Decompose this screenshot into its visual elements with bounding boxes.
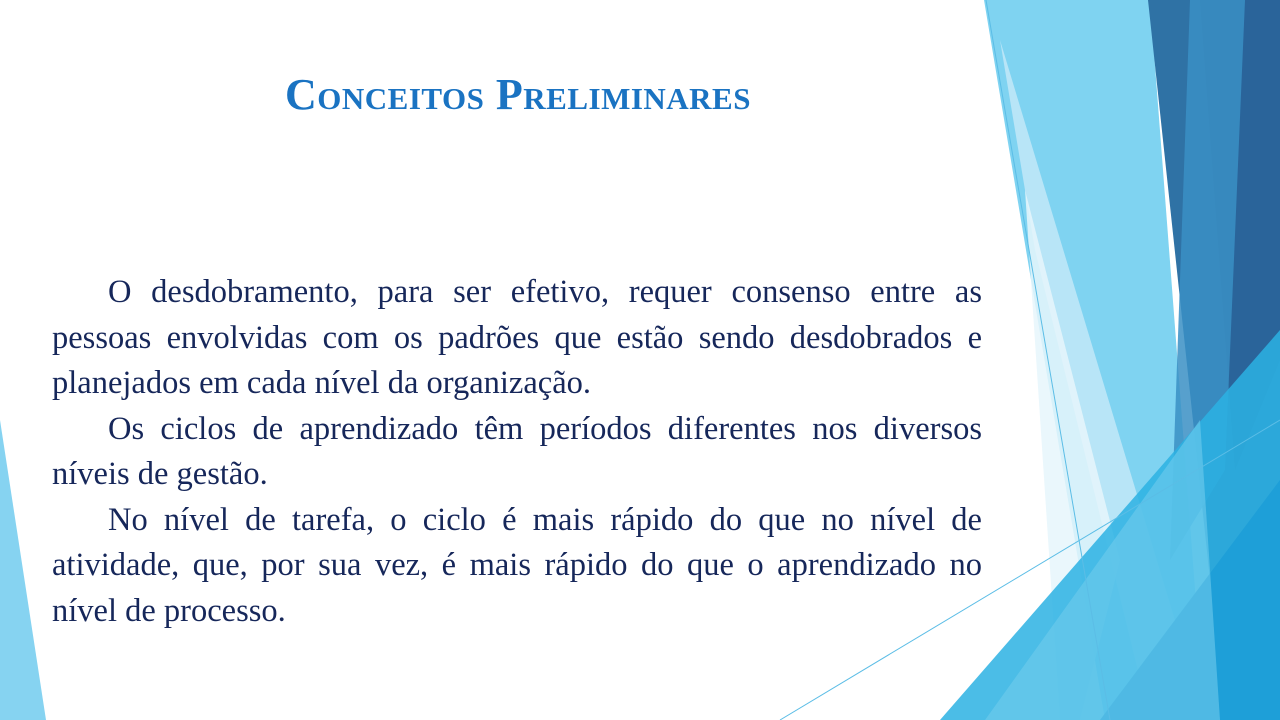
slide-title: Conceitos Preliminares [285,70,751,119]
paragraph-2: Os ciclos de aprendizado têm períodos diferentes nos diversos níveis de gestão. [52,410,982,492]
left-edge-shape [0,420,46,720]
paragraph-1: O desdobramento, para ser efetivo, requer consenso entre as pessoas envolvidas com os padrões que estão sendo desdobrados e planejados em cada nível da organização. [52,274,982,401]
paragraph-3: No nível de tarefa, o ciclo é mais rápido do que no nível de atividade, que, por sua vez, é mais rápido do que o aprendizado no nível de processo. [52,501,982,629]
slide-body [52,270,982,634]
